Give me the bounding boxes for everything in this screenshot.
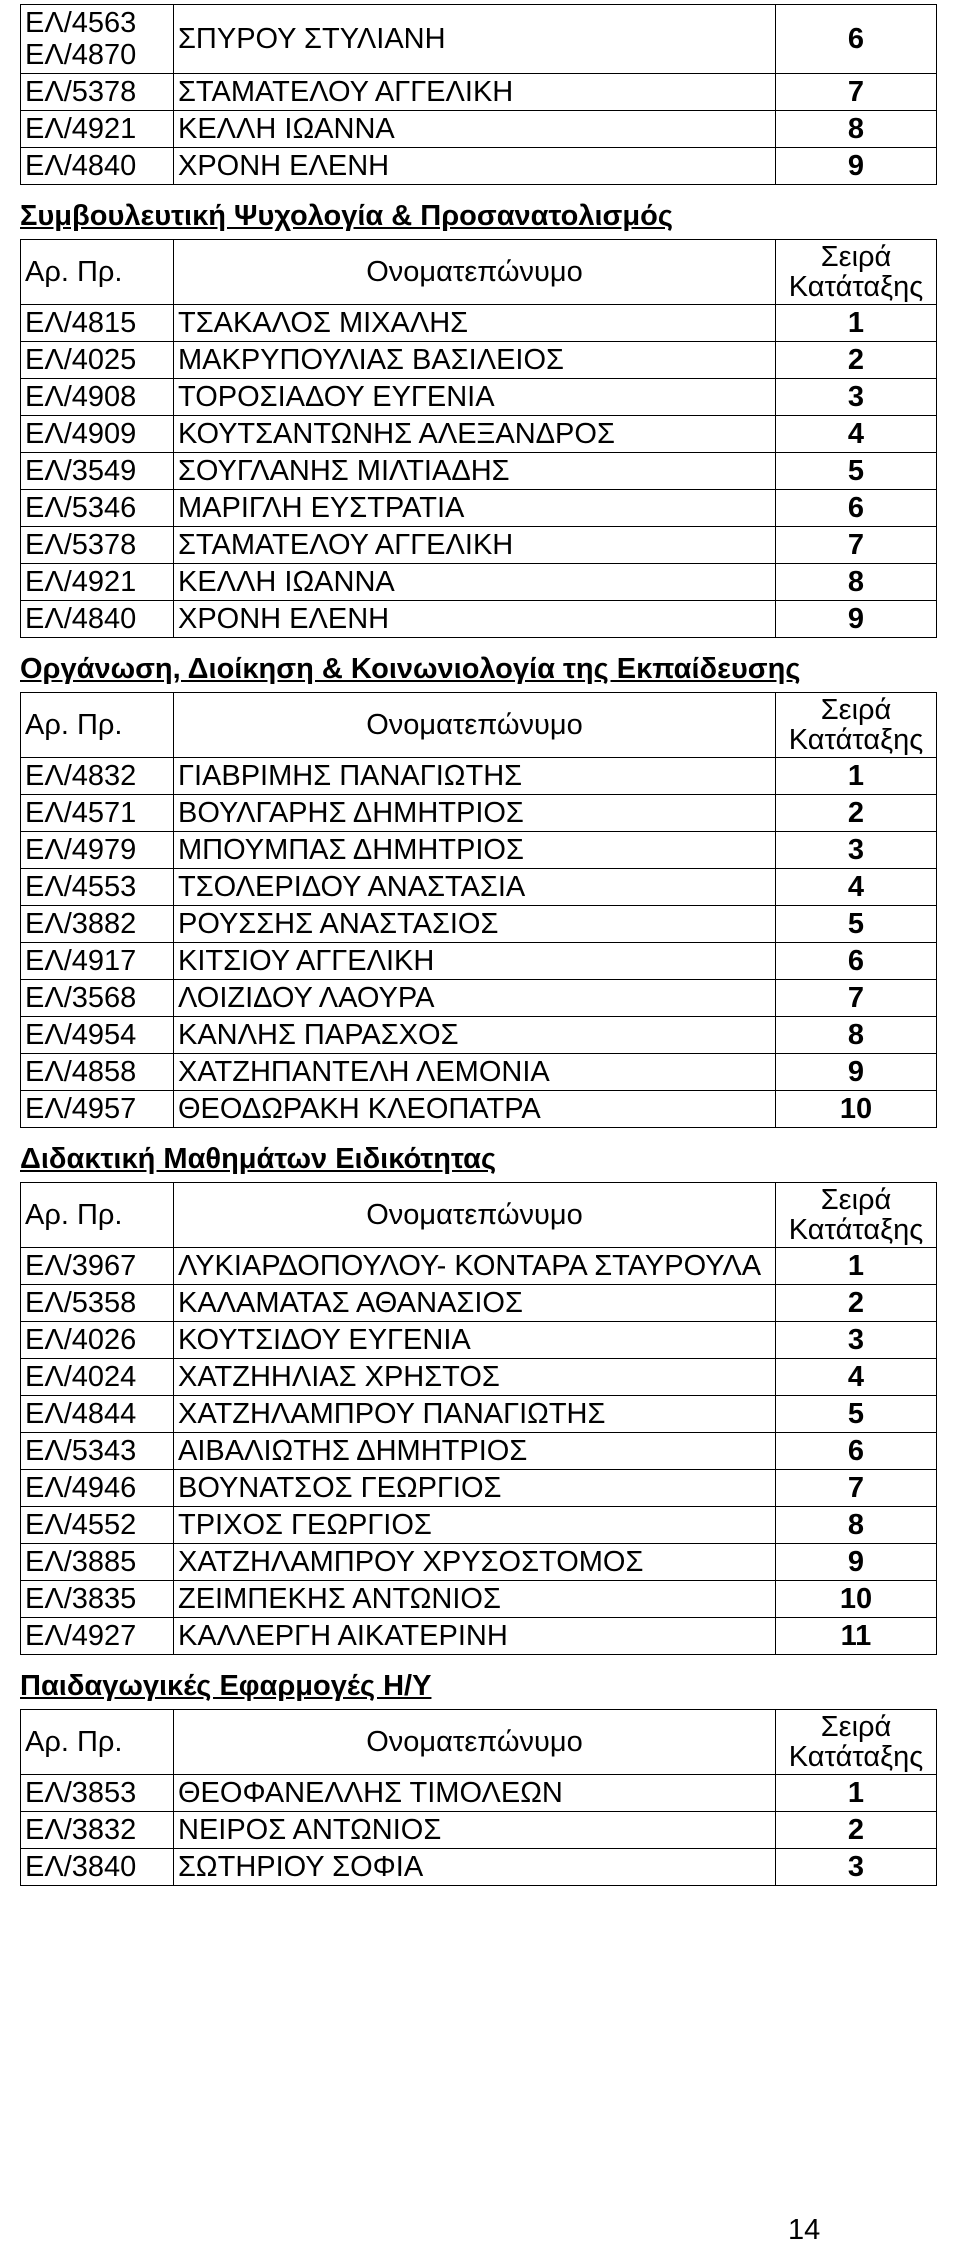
cell-rank: 1 <box>776 305 937 342</box>
cell-name: ΛΥΚΙΑΡΔΟΠΟΥΛΟΥ- ΚΟΝΤΑΡΑ ΣΤΑΥΡΟΥΛΑ <box>174 1248 776 1285</box>
header-rank: Σειρά Κατάταξης <box>776 240 937 305</box>
cell-name: ΚΟΥΤΣΑΝΤΩΝΗΣ ΑΛΕΞΑΝΔΡΟΣ <box>174 416 776 453</box>
cell-ar-pr: ΕΛ/3832 <box>21 1812 174 1849</box>
cell-name: ΤΣΑΚΑΛΟΣ ΜΙΧΑΛΗΣ <box>174 305 776 342</box>
table-row <box>21 490 937 527</box>
table-row <box>21 758 937 795</box>
cell-name: ΒΟΥΝΑΤΣΟΣ ΓΕΩΡΓΙΟΣ <box>174 1470 776 1507</box>
cell-rank: 3 <box>776 1849 937 1886</box>
cell-rank: 7 <box>776 74 937 111</box>
cell-name: ΘΕΟΦΑΝΕΛΛΗΣ ΤΙΜΟΛΕΩΝ <box>174 1775 776 1812</box>
cell-ar-pr: ΕΛ/4840 <box>21 601 174 638</box>
cell-ar-pr: ΕΛ/3835 <box>21 1581 174 1618</box>
table-row <box>21 527 937 564</box>
section-title: Παιδαγωγικές Εφαρμογές Η/Υ <box>20 1670 432 1702</box>
cell-rank: 9 <box>776 1054 937 1091</box>
table-row <box>21 1507 937 1544</box>
header-ar-pr: Αρ. Πρ. <box>21 240 174 305</box>
cell-name: ΣΩΤΗΡΙΟΥ ΣΟΦΙΑ <box>174 1849 776 1886</box>
section-title: Διδακτική Μαθημάτων Ειδικότητας <box>20 1143 497 1175</box>
table-row <box>21 111 937 148</box>
table-row <box>21 1359 937 1396</box>
header-name: Ονοματεπώνυμο <box>174 240 776 305</box>
ranking-table <box>20 692 937 1128</box>
cell-ar-pr: ΕΛ/4921 <box>21 111 174 148</box>
cell-name: ΣΤΑΜΑΤΕΛΟΥ ΑΓΓΕΛΙΚΗ <box>174 527 776 564</box>
cell-ar-pr: ΕΛ/4908 <box>21 379 174 416</box>
header-name: Ονοματεπώνυμο <box>174 1183 776 1248</box>
cell-ar-pr: ΕΛ/4927 <box>21 1618 174 1655</box>
cell-ar-pr: ΕΛ/4954 <box>21 1017 174 1054</box>
cell-ar-pr: ΕΛ/4844 <box>21 1396 174 1433</box>
table-row <box>21 1544 937 1581</box>
cell-ar-pr: ΕΛ/4571 <box>21 795 174 832</box>
cell-name: ΑΙΒΑΛΙΩΤΗΣ ΔΗΜΗΤΡΙΟΣ <box>174 1433 776 1470</box>
table-row <box>21 1396 937 1433</box>
cell-name: ΡΟΥΣΣΗΣ ΑΝΑΣΤΑΣΙΟΣ <box>174 906 776 943</box>
table-header-row <box>21 1183 937 1248</box>
header-rank: Σειρά Κατάταξης <box>776 1183 937 1248</box>
table-row <box>21 564 937 601</box>
cell-rank: 4 <box>776 1359 937 1396</box>
section-title: Οργάνωση, Διοίκηση & Κοινωνιολογία της Εκπαίδευσης <box>20 653 801 685</box>
table-row <box>21 1322 937 1359</box>
cell-name: ΧΑΤΖΗΠΑΝΤΕΛΗ ΛΕΜΟΝΙΑ <box>174 1054 776 1091</box>
cell-ar-pr: ΕΛ/3853 <box>21 1775 174 1812</box>
cell-rank: 2 <box>776 342 937 379</box>
cell-rank: 2 <box>776 1285 937 1322</box>
table-row <box>21 1091 937 1128</box>
cell-ar-pr: ΕΛ/4025 <box>21 342 174 379</box>
table-row <box>21 795 937 832</box>
cell-ar-pr: ΕΛ/4957 <box>21 1091 174 1128</box>
table-row <box>21 832 937 869</box>
cell-name: ΧΑΤΖΗΛΑΜΠΡΟΥ ΠΑΝΑΓΙΩΤΗΣ <box>174 1396 776 1433</box>
cell-name: ΧΡΟΝΗ ΕΛΕΝΗ <box>174 148 776 185</box>
ranking-table <box>20 239 937 638</box>
cell-name: ΚΕΛΛΗ ΙΩΑΝΝΑ <box>174 564 776 601</box>
cell-name: ΓΙΑΒΡΙΜΗΣ ΠΑΝΑΓΙΩΤΗΣ <box>174 758 776 795</box>
cell-rank: 4 <box>776 869 937 906</box>
cell-rank: 1 <box>776 1775 937 1812</box>
table-row <box>21 379 937 416</box>
cell-name: ΚΕΛΛΗ ΙΩΑΝΝΑ <box>174 111 776 148</box>
cell-name: ΚΟΥΤΣΙΔΟΥ ΕΥΓΕΝΙΑ <box>174 1322 776 1359</box>
cell-ar-pr: ΕΛ/4840 <box>21 148 174 185</box>
cell-rank: 10 <box>776 1091 937 1128</box>
table-row <box>21 74 937 111</box>
table-row <box>21 1775 937 1812</box>
table-header-row <box>21 1710 937 1775</box>
header-name: Ονοματεπώνυμο <box>174 1710 776 1775</box>
cell-ar-pr: ΕΛ/5378 <box>21 527 174 564</box>
table-row <box>21 980 937 1017</box>
cell-ar-pr: ΕΛ/4979 <box>21 832 174 869</box>
header-name: Ονοματεπώνυμο <box>174 693 776 758</box>
continued-table <box>20 4 937 185</box>
cell-ar-pr: ΕΛ/4563 ΕΛ/4870 <box>21 5 174 74</box>
table-row <box>21 1017 937 1054</box>
table-row <box>21 906 937 943</box>
cell-rank: 5 <box>776 1396 937 1433</box>
cell-name: ΚΑΝΛΗΣ ΠΑΡΑΣΧΟΣ <box>174 1017 776 1054</box>
cell-name: ΘΕΟΔΩΡΑΚΗ ΚΛΕΟΠΑΤΡΑ <box>174 1091 776 1128</box>
ranking-table <box>20 1182 937 1655</box>
cell-rank: 7 <box>776 527 937 564</box>
cell-ar-pr: ΕΛ/3967 <box>21 1248 174 1285</box>
cell-ar-pr: ΕΛ/4024 <box>21 1359 174 1396</box>
cell-name: ΧΡΟΝΗ ΕΛΕΝΗ <box>174 601 776 638</box>
cell-name: ΚΑΛΑΜΑΤΑΣ ΑΘΑΝΑΣΙΟΣ <box>174 1285 776 1322</box>
cell-name: ΜΑΡΙΓΛΗ ΕΥΣΤΡΑΤΙΑ <box>174 490 776 527</box>
cell-rank: 10 <box>776 1581 937 1618</box>
cell-name: ΣΤΑΜΑΤΕΛΟΥ ΑΓΓΕΛΙΚΗ <box>174 74 776 111</box>
cell-name: ΜΠΟΥΜΠΑΣ ΔΗΜΗΤΡΙΟΣ <box>174 832 776 869</box>
cell-rank: 11 <box>776 1618 937 1655</box>
cell-rank: 6 <box>776 490 937 527</box>
header-ar-pr: Αρ. Πρ. <box>21 693 174 758</box>
cell-ar-pr: ΕΛ/5346 <box>21 490 174 527</box>
table-row <box>21 1054 937 1091</box>
table-row <box>21 342 937 379</box>
table-header-row <box>21 693 937 758</box>
table-header-row <box>21 240 937 305</box>
cell-ar-pr: ΕΛ/3568 <box>21 980 174 1017</box>
cell-name: ΜΑΚΡΥΠΟΥΛΙΑΣ ΒΑΣΙΛΕΙΟΣ <box>174 342 776 379</box>
table-row <box>21 1433 937 1470</box>
document-body <box>20 4 937 1886</box>
cell-ar-pr: ΕΛ/4946 <box>21 1470 174 1507</box>
cell-ar-pr: ΕΛ/5378 <box>21 74 174 111</box>
cell-rank: 9 <box>776 601 937 638</box>
cell-rank: 3 <box>776 379 937 416</box>
cell-ar-pr: ΕΛ/4552 <box>21 1507 174 1544</box>
ranking-table <box>20 1709 937 1886</box>
header-rank: Σειρά Κατάταξης <box>776 1710 937 1775</box>
cell-name: ΤΣΟΛΕΡΙΔΟΥ ΑΝΑΣΤΑΣΙΑ <box>174 869 776 906</box>
table-row <box>21 1285 937 1322</box>
cell-name: ΛΟΙΖΙΔΟΥ ΛΑΟΥΡΑ <box>174 980 776 1017</box>
table-row <box>21 1248 937 1285</box>
cell-ar-pr: ΕΛ/4909 <box>21 416 174 453</box>
table-row <box>21 1618 937 1655</box>
cell-rank: 6 <box>776 5 937 74</box>
cell-rank: 1 <box>776 1248 937 1285</box>
cell-ar-pr: ΕΛ/4553 <box>21 869 174 906</box>
table-row <box>21 1581 937 1618</box>
cell-rank: 9 <box>776 1544 937 1581</box>
table-row <box>21 1812 937 1849</box>
cell-name: ΧΑΤΖΗΗΛΙΑΣ ΧΡΗΣΤΟΣ <box>174 1359 776 1396</box>
table-row <box>21 1470 937 1507</box>
cell-rank: 6 <box>776 943 937 980</box>
cell-rank: 3 <box>776 832 937 869</box>
table-row <box>21 1849 937 1886</box>
cell-ar-pr: ΕΛ/3840 <box>21 1849 174 1886</box>
table-row <box>21 148 937 185</box>
table-row <box>21 416 937 453</box>
cell-rank: 2 <box>776 1812 937 1849</box>
cell-rank: 9 <box>776 148 937 185</box>
cell-rank: 4 <box>776 416 937 453</box>
cell-ar-pr: ΕΛ/4858 <box>21 1054 174 1091</box>
cell-ar-pr: ΕΛ/4026 <box>21 1322 174 1359</box>
table-row <box>21 453 937 490</box>
cell-name: ΚΑΛΛΕΡΓΗ ΑΙΚΑΤΕΡΙΝΗ <box>174 1618 776 1655</box>
section-title: Συμβουλευτική Ψυχολογία & Προσανατολισμός <box>20 200 673 232</box>
cell-rank: 2 <box>776 795 937 832</box>
cell-rank: 5 <box>776 906 937 943</box>
header-ar-pr: Αρ. Πρ. <box>21 1183 174 1248</box>
cell-name: ΣΟΥΓΛΑΝΗΣ ΜΙΛΤΙΑΔΗΣ <box>174 453 776 490</box>
cell-name: ΒΟΥΛΓΑΡΗΣ ΔΗΜΗΤΡΙΟΣ <box>174 795 776 832</box>
table-row <box>21 869 937 906</box>
cell-name: ΚΙΤΣΙΟΥ ΑΓΓΕΛΙΚΗ <box>174 943 776 980</box>
cell-ar-pr: ΕΛ/4917 <box>21 943 174 980</box>
cell-rank: 8 <box>776 1507 937 1544</box>
cell-rank: 1 <box>776 758 937 795</box>
table-row <box>21 943 937 980</box>
cell-rank: 8 <box>776 111 937 148</box>
cell-name: ΣΠΥΡΟΥ ΣΤΥΛΙΑΝΗ <box>174 5 776 74</box>
cell-rank: 6 <box>776 1433 937 1470</box>
cell-rank: 7 <box>776 1470 937 1507</box>
cell-ar-pr: ΕΛ/3882 <box>21 906 174 943</box>
cell-ar-pr: ΕΛ/3885 <box>21 1544 174 1581</box>
cell-name: ΖΕΙΜΠΕΚΗΣ ΑΝΤΩΝΙΟΣ <box>174 1581 776 1618</box>
header-ar-pr: Αρ. Πρ. <box>21 1710 174 1775</box>
cell-name: ΤΟΡΟΣΙΑΔΟΥ ΕΥΓΕΝΙΑ <box>174 379 776 416</box>
table-row <box>21 5 937 74</box>
cell-ar-pr: ΕΛ/5343 <box>21 1433 174 1470</box>
header-rank: Σειρά Κατάταξης <box>776 693 937 758</box>
cell-rank: 8 <box>776 1017 937 1054</box>
cell-name: ΤΡΙΧΟΣ ΓΕΩΡΓΙΟΣ <box>174 1507 776 1544</box>
cell-ar-pr: ΕΛ/5358 <box>21 1285 174 1322</box>
cell-name: ΝΕΙΡΟΣ ΑΝΤΩΝΙΟΣ <box>174 1812 776 1849</box>
cell-name: ΧΑΤΖΗΛΑΜΠΡΟΥ ΧΡΥΣΟΣΤΟΜΟΣ <box>174 1544 776 1581</box>
cell-ar-pr: ΕΛ/3549 <box>21 453 174 490</box>
cell-rank: 5 <box>776 453 937 490</box>
cell-ar-pr: ΕΛ/4815 <box>21 305 174 342</box>
cell-rank: 7 <box>776 980 937 1017</box>
cell-rank: 3 <box>776 1322 937 1359</box>
table-row <box>21 601 937 638</box>
table-row <box>21 305 937 342</box>
cell-ar-pr: ΕΛ/4832 <box>21 758 174 795</box>
page-number: 14 <box>788 2214 821 2246</box>
cell-ar-pr: ΕΛ/4921 <box>21 564 174 601</box>
cell-rank: 8 <box>776 564 937 601</box>
